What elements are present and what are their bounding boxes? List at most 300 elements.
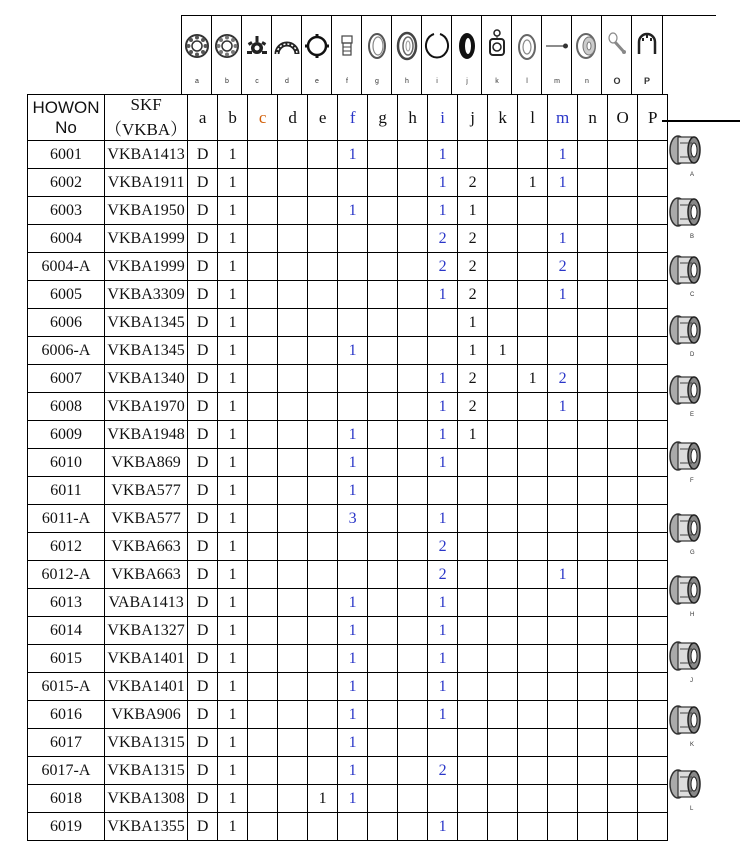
quantity-cell — [368, 337, 398, 365]
quantity-cell — [248, 729, 278, 757]
column-header: e — [308, 95, 338, 141]
skf-number-cell: VABA1413 — [105, 589, 188, 617]
quantity-cell — [458, 701, 488, 729]
quantity-cell — [308, 225, 338, 253]
howon-number-cell: 6013 — [28, 589, 105, 617]
quantity-cell: 1 — [218, 785, 248, 813]
quantity-cell — [398, 225, 428, 253]
quantity-cell — [458, 729, 488, 757]
quantity-cell — [578, 813, 608, 841]
quantity-cell: 1 — [428, 645, 458, 673]
quantity-cell — [608, 813, 638, 841]
quantity-cell — [608, 197, 638, 225]
quantity-cell — [248, 141, 278, 169]
quantity-cell — [278, 701, 308, 729]
quantity-cell — [608, 393, 638, 421]
quantity-cell — [578, 197, 608, 225]
quantity-cell — [578, 281, 608, 309]
cup-ring-icon — [391, 16, 422, 94]
quantity-cell — [488, 225, 518, 253]
quantity-cell — [518, 505, 548, 533]
quantity-cell — [548, 757, 578, 785]
quantity-cell — [338, 561, 368, 589]
howon-number-cell: 6014 — [28, 617, 105, 645]
quantity-cell — [578, 729, 608, 757]
quantity-cell — [488, 729, 518, 757]
column-header: h — [398, 95, 428, 141]
cross-reference-table — [27, 94, 668, 841]
quantity-cell — [278, 533, 308, 561]
quantity-cell: 2 — [458, 393, 488, 421]
washer-icon — [511, 16, 542, 94]
howon-number-cell: 6015-A — [28, 673, 105, 701]
quantity-cell — [488, 757, 518, 785]
quantity-cell — [398, 477, 428, 505]
skf-number-cell: VKBA1315 — [105, 757, 188, 785]
skf-number-cell: VKBA1355 — [105, 813, 188, 841]
quantity-cell — [488, 785, 518, 813]
quantity-cell: D — [188, 253, 218, 281]
quantity-cell — [458, 449, 488, 477]
quantity-cell — [488, 505, 518, 533]
quantity-cell: 1 — [338, 617, 368, 645]
quantity-cell — [608, 477, 638, 505]
quantity-cell — [608, 281, 638, 309]
quantity-cell: 2 — [428, 757, 458, 785]
quantity-cell — [488, 533, 518, 561]
quantity-cell — [518, 533, 548, 561]
quantity-cell — [368, 477, 398, 505]
table-row — [28, 645, 668, 673]
quantity-cell — [548, 449, 578, 477]
table-row — [28, 533, 668, 561]
howon-number-cell: 6003 — [28, 197, 105, 225]
quantity-cell: 2 — [428, 253, 458, 281]
quantity-cell — [248, 645, 278, 673]
quantity-cell — [458, 141, 488, 169]
quantity-cell — [428, 729, 458, 757]
table-row — [28, 225, 668, 253]
quantity-cell — [308, 729, 338, 757]
quantity-cell — [458, 533, 488, 561]
quantity-cell: D — [188, 309, 218, 337]
quantity-cell: 1 — [338, 477, 368, 505]
quantity-cell — [398, 617, 428, 645]
quantity-cell: D — [188, 757, 218, 785]
quantity-cell — [638, 477, 668, 505]
quantity-cell — [248, 533, 278, 561]
table-row — [28, 505, 668, 533]
ball-bearing-icon — [211, 16, 242, 94]
snap-ring-icon — [631, 16, 663, 94]
quantity-cell — [578, 757, 608, 785]
quantity-cell — [518, 561, 548, 589]
quantity-cell: 2 — [548, 253, 578, 281]
quantity-cell: 1 — [338, 729, 368, 757]
table-row — [28, 757, 668, 785]
column-header: l — [518, 95, 548, 141]
bearing-illustration — [668, 252, 718, 298]
quantity-cell — [338, 309, 368, 337]
quantity-cell — [398, 701, 428, 729]
bearing-illustration — [668, 572, 718, 618]
quantity-cell — [278, 645, 308, 673]
skf-number-cell: VKBA1401 — [105, 645, 188, 673]
howon-number-cell: 6006 — [28, 309, 105, 337]
howon-number-cell: 6006-A — [28, 337, 105, 365]
quantity-cell — [638, 617, 668, 645]
quantity-cell — [608, 561, 638, 589]
howon-number-cell: 6002 — [28, 169, 105, 197]
bearing-illustration-label: K — [690, 742, 695, 748]
quantity-cell: D — [188, 561, 218, 589]
quantity-cell — [398, 253, 428, 281]
quantity-cell — [428, 785, 458, 813]
quantity-cell — [548, 505, 578, 533]
quantity-cell — [248, 393, 278, 421]
quantity-cell — [578, 421, 608, 449]
bolt-icon — [331, 16, 362, 94]
quantity-cell: 1 — [218, 253, 248, 281]
quantity-cell — [548, 309, 578, 337]
quantity-cell — [338, 813, 368, 841]
quantity-cell: 1 — [218, 169, 248, 197]
quantity-cell — [578, 141, 608, 169]
quantity-cell — [548, 477, 578, 505]
quantity-cell — [248, 589, 278, 617]
bearing-illustration — [668, 702, 718, 748]
quantity-cell: 1 — [488, 337, 518, 365]
howon-number-cell: 6011-A — [28, 505, 105, 533]
quantity-cell — [278, 225, 308, 253]
quantity-cell — [638, 449, 668, 477]
quantity-cell: 1 — [428, 421, 458, 449]
quantity-cell — [308, 645, 338, 673]
quantity-cell: 1 — [338, 337, 368, 365]
quantity-cell: 1 — [218, 393, 248, 421]
quantity-cell — [248, 561, 278, 589]
quantity-cell: 1 — [218, 337, 248, 365]
howon-number-cell: 6017 — [28, 729, 105, 757]
quantity-cell — [308, 197, 338, 225]
table-row — [28, 169, 668, 197]
bearing-illustration-label: L — [690, 806, 694, 812]
quantity-cell — [278, 337, 308, 365]
quantity-cell — [248, 477, 278, 505]
quantity-cell — [278, 281, 308, 309]
quantity-cell: D — [188, 365, 218, 393]
quantity-cell — [488, 701, 518, 729]
quantity-cell — [608, 253, 638, 281]
quantity-cell: 1 — [458, 421, 488, 449]
quantity-cell: D — [188, 421, 218, 449]
quantity-cell — [338, 281, 368, 309]
quantity-cell — [638, 365, 668, 393]
quantity-cell — [248, 281, 278, 309]
icon-letter: O — [613, 76, 621, 86]
column-header: k — [488, 95, 518, 141]
quantity-cell — [548, 197, 578, 225]
howon-number-cell: 6004 — [28, 225, 105, 253]
quantity-cell: 1 — [338, 757, 368, 785]
ball-bearing-icon — [181, 16, 212, 94]
quantity-cell — [338, 225, 368, 253]
quantity-cell — [608, 785, 638, 813]
quantity-cell: D — [188, 589, 218, 617]
quantity-cell — [488, 281, 518, 309]
quantity-cell — [488, 421, 518, 449]
howon-number-cell: 6004-A — [28, 253, 105, 281]
skf-number-cell: VKBA1999 — [105, 225, 188, 253]
quantity-cell — [518, 701, 548, 729]
column-header: HOWON No — [28, 95, 105, 141]
skf-number-cell: VKBA1950 — [105, 197, 188, 225]
column-header: i — [428, 95, 458, 141]
skf-number-cell: VKBA663 — [105, 533, 188, 561]
quantity-cell: 1 — [548, 561, 578, 589]
quantity-cell — [518, 225, 548, 253]
quantity-cell — [608, 309, 638, 337]
quantity-cell — [638, 393, 668, 421]
quantity-cell — [278, 393, 308, 421]
table-row — [28, 197, 668, 225]
quantity-cell — [278, 197, 308, 225]
quantity-cell — [368, 701, 398, 729]
quantity-cell — [308, 533, 338, 561]
quantity-cell — [608, 141, 638, 169]
quantity-cell — [398, 505, 428, 533]
column-header: O — [608, 95, 638, 141]
quantity-cell — [518, 785, 548, 813]
quantity-cell: 1 — [428, 505, 458, 533]
bearing-illustration — [668, 194, 718, 240]
quantity-cell: 1 — [218, 225, 248, 253]
quantity-cell — [458, 617, 488, 645]
clip-icon — [601, 16, 632, 94]
quantity-cell: 1 — [218, 141, 248, 169]
bearing-illustration — [668, 312, 718, 358]
quantity-cell: 2 — [428, 533, 458, 561]
quantity-cell — [518, 253, 548, 281]
quantity-cell: 1 — [338, 785, 368, 813]
quantity-cell — [278, 589, 308, 617]
quantity-cell — [578, 309, 608, 337]
howon-number-cell: 6008 — [28, 393, 105, 421]
quantity-cell — [638, 757, 668, 785]
quantity-cell — [638, 729, 668, 757]
quantity-cell — [398, 169, 428, 197]
column-header: m — [548, 95, 578, 141]
quantity-cell — [398, 393, 428, 421]
quantity-cell: 1 — [458, 309, 488, 337]
howon-number-cell: 6005 — [28, 281, 105, 309]
column-header: b — [218, 95, 248, 141]
quantity-cell — [608, 225, 638, 253]
quantity-cell — [278, 421, 308, 449]
quantity-cell: 1 — [218, 617, 248, 645]
quantity-cell — [248, 617, 278, 645]
quantity-cell — [578, 393, 608, 421]
quantity-cell — [338, 393, 368, 421]
quantity-cell — [368, 533, 398, 561]
quantity-cell — [248, 197, 278, 225]
quantity-cell: 1 — [338, 645, 368, 673]
table-row — [28, 617, 668, 645]
quantity-cell — [548, 533, 578, 561]
quantity-cell — [248, 365, 278, 393]
skf-number-cell: VKBA1999 — [105, 253, 188, 281]
quantity-cell — [458, 757, 488, 785]
quantity-cell — [518, 645, 548, 673]
skf-number-cell: VKBA1308 — [105, 785, 188, 813]
quantity-cell — [608, 169, 638, 197]
quantity-cell: 1 — [338, 673, 368, 701]
quantity-cell — [638, 561, 668, 589]
circlip-icon — [421, 16, 452, 94]
column-header: g — [368, 95, 398, 141]
quantity-cell — [518, 813, 548, 841]
quantity-cell — [488, 169, 518, 197]
quantity-cell — [548, 673, 578, 701]
pin-icon — [541, 16, 572, 94]
bearing-illustration-label: J — [690, 678, 693, 684]
quantity-cell — [488, 393, 518, 421]
quantity-cell: 2 — [548, 365, 578, 393]
quantity-cell: 1 — [518, 365, 548, 393]
quantity-cell — [548, 785, 578, 813]
quantity-cell — [248, 449, 278, 477]
icon-letter: i — [436, 78, 438, 85]
bearing-illustration — [668, 510, 718, 556]
icon-letter: d — [285, 78, 289, 85]
quantity-cell — [308, 169, 338, 197]
howon-number-cell: 6012 — [28, 533, 105, 561]
quantity-cell: 1 — [338, 449, 368, 477]
quantity-cell — [518, 477, 548, 505]
quantity-cell: 2 — [458, 365, 488, 393]
icon-letter: k — [495, 78, 499, 85]
quantity-cell — [608, 449, 638, 477]
quantity-cell — [368, 449, 398, 477]
column-header: P — [638, 95, 668, 141]
quantity-cell: 1 — [218, 561, 248, 589]
quantity-cell — [308, 589, 338, 617]
skf-number-cell: VKBA906 — [105, 701, 188, 729]
quantity-cell: 1 — [218, 645, 248, 673]
quantity-cell — [368, 309, 398, 337]
table-row — [28, 449, 668, 477]
quantity-cell — [308, 673, 338, 701]
skf-number-cell: VKBA1327 — [105, 617, 188, 645]
quantity-cell — [458, 813, 488, 841]
icon-letter: j — [466, 78, 468, 85]
quantity-cell: 1 — [338, 141, 368, 169]
quantity-cell: 2 — [428, 225, 458, 253]
quantity-cell: 1 — [218, 757, 248, 785]
quantity-cell: D — [188, 533, 218, 561]
howon-number-cell: 6001 — [28, 141, 105, 169]
quantity-cell: 1 — [428, 617, 458, 645]
quantity-cell — [638, 421, 668, 449]
right-rule — [662, 120, 740, 122]
quantity-cell — [638, 141, 668, 169]
quantity-cell — [398, 197, 428, 225]
quantity-cell — [458, 673, 488, 701]
quantity-cell — [248, 785, 278, 813]
quantity-cell: 1 — [218, 197, 248, 225]
quantity-cell — [518, 337, 548, 365]
quantity-cell — [398, 533, 428, 561]
skf-number-cell: VKBA3309 — [105, 281, 188, 309]
howon-number-cell: 6009 — [28, 421, 105, 449]
table-row — [28, 421, 668, 449]
quantity-cell: 1 — [218, 281, 248, 309]
quantity-cell: 1 — [218, 533, 248, 561]
quantity-cell: 3 — [338, 505, 368, 533]
quantity-cell — [518, 617, 548, 645]
quantity-cell — [248, 337, 278, 365]
bearing-illustration — [668, 438, 718, 484]
quantity-cell — [248, 253, 278, 281]
quantity-cell — [458, 561, 488, 589]
quantity-cell — [518, 757, 548, 785]
quantity-cell — [638, 337, 668, 365]
gear-nut-icon — [241, 16, 272, 94]
table-row — [28, 253, 668, 281]
quantity-cell — [578, 337, 608, 365]
quantity-cell — [368, 729, 398, 757]
quantity-cell — [278, 141, 308, 169]
quantity-cell — [248, 757, 278, 785]
bearing-illustration-label: D — [690, 352, 695, 358]
quantity-cell — [308, 253, 338, 281]
quantity-cell — [368, 645, 398, 673]
skf-number-cell: VKBA1413 — [105, 141, 188, 169]
quantity-cell — [368, 757, 398, 785]
quantity-cell — [398, 645, 428, 673]
quantity-cell — [398, 813, 428, 841]
quantity-cell — [578, 673, 608, 701]
quantity-cell: 1 — [428, 393, 458, 421]
quantity-cell — [578, 477, 608, 505]
quantity-cell — [608, 701, 638, 729]
quantity-cell: 1 — [458, 197, 488, 225]
bearing-illustration-label: B — [690, 234, 695, 240]
quantity-cell — [548, 701, 578, 729]
quantity-cell — [278, 757, 308, 785]
quantity-cell — [578, 589, 608, 617]
quantity-cell — [578, 253, 608, 281]
icon-letter: f — [346, 78, 348, 85]
table-row — [28, 729, 668, 757]
quantity-cell — [638, 785, 668, 813]
quantity-cell: 1 — [428, 589, 458, 617]
quantity-cell — [398, 421, 428, 449]
quantity-cell: 1 — [218, 589, 248, 617]
howon-number-cell: 6012-A — [28, 561, 105, 589]
quantity-cell — [488, 589, 518, 617]
quantity-cell — [308, 477, 338, 505]
skf-number-cell: VKBA1340 — [105, 365, 188, 393]
howon-number-cell: 6011 — [28, 477, 105, 505]
quantity-cell: 1 — [548, 281, 578, 309]
quantity-cell: 1 — [218, 505, 248, 533]
quantity-cell — [338, 253, 368, 281]
quantity-cell — [368, 505, 398, 533]
quantity-cell: 2 — [428, 561, 458, 589]
quantity-cell: D — [188, 141, 218, 169]
cotter-icon — [481, 16, 512, 94]
